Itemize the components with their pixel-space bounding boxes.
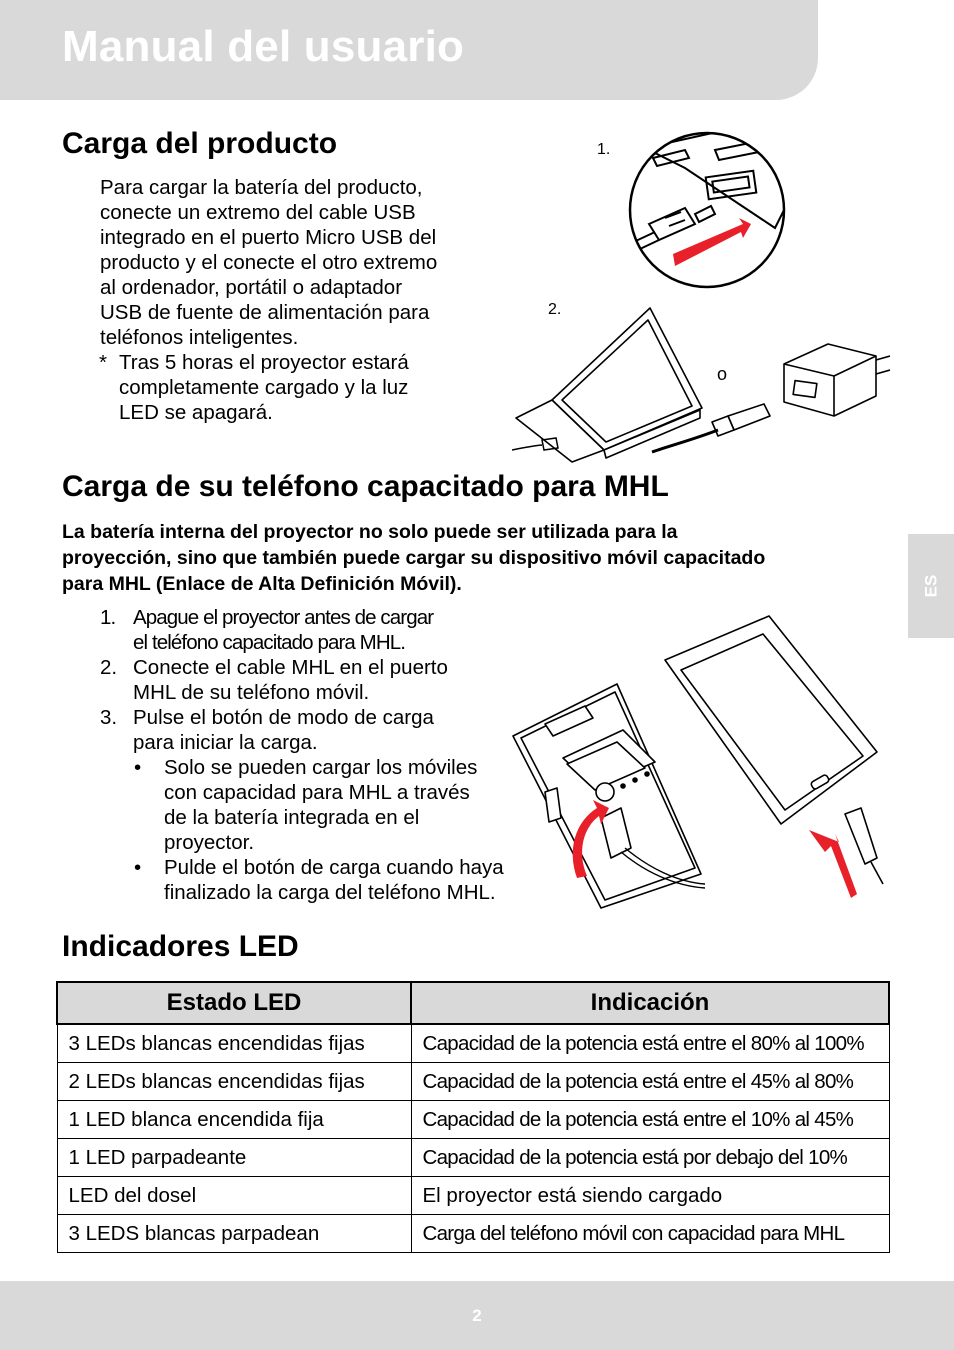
table-cell: Capacidad de la potencia está entre el 80% al 100% (411, 1024, 889, 1063)
table-cell: 2 LEDs blancas encendidas fijas (57, 1063, 411, 1101)
table-row (57, 1024, 889, 1063)
text-line: Para cargar la batería del producto, (100, 176, 423, 199)
text-line: conecte un extremo del cable USB (100, 201, 416, 224)
text-line: Solo se pueden cargar los móviles (164, 756, 478, 779)
led-indicator-table (56, 981, 890, 1253)
section-heading-led: Indicadores LED (62, 930, 299, 963)
bullet-marker: • (134, 756, 142, 779)
table-cell: Capacidad de la potencia está por debajo del 10% (411, 1139, 889, 1177)
table-cell: Capacidad de la potencia está entre el 45% al 80% (411, 1063, 889, 1101)
charge-button-icon (596, 783, 614, 801)
table-row (57, 1063, 889, 1101)
page-title: Manual del usuario (62, 22, 465, 71)
text-line: La batería interna del proyector no solo puede ser utilizada para la (62, 521, 678, 543)
red-arrow-icon (809, 830, 857, 898)
table-cell: El proyector está siendo cargado (411, 1177, 889, 1215)
table-cell: 1 LED parpadeante (57, 1139, 411, 1177)
page-number: 2 (472, 1306, 482, 1325)
note-marker: * (99, 351, 107, 374)
table-row (57, 1101, 889, 1139)
text-line: producto y el conecte el otro extremo (100, 251, 438, 274)
bullet-marker: • (134, 856, 142, 879)
text-line: finalizado la carga del teléfono MHL. (164, 881, 496, 904)
table-cell: Carga del teléfono móvil con capacidad para MHL (411, 1215, 889, 1253)
text-line: Tras 5 horas el proyector estará (119, 351, 409, 374)
text-line: completamente cargado y la luz (119, 376, 409, 399)
text-line: para MHL (Enlace de Alta Definición Móvil). (62, 573, 462, 595)
text-line: para iniciar la carga. (133, 731, 318, 754)
text-line: LED se apagará. (119, 401, 273, 424)
text-line: Conecte el cable MHL en el puerto (133, 656, 448, 679)
list-item (100, 705, 520, 755)
figure-label-step2: 2. (548, 301, 562, 318)
charging-paragraph (100, 175, 500, 350)
language-label: ES (921, 574, 940, 598)
text-line: teléfonos inteligentes. (100, 326, 299, 349)
table-cell: 3 LEDS blancas parpadean (57, 1215, 411, 1253)
text-line: el teléfono capacitado para MHL. (133, 631, 406, 654)
table-row (57, 1177, 889, 1215)
table-row (57, 1215, 889, 1253)
table-row (57, 1139, 889, 1177)
mhl-intro (62, 519, 892, 597)
list-item (100, 605, 520, 655)
table-cell: LED del dosel (57, 1177, 411, 1215)
language-tab (908, 534, 954, 638)
text-line: integrado en el puerto Micro USB del (100, 226, 437, 249)
text-line: proyección, sino que también puede cargar su dispositivo móvil capacitado (62, 547, 766, 569)
charging-note (99, 350, 479, 425)
step-number: 2. (100, 656, 118, 679)
column-header: Estado LED (57, 982, 411, 1024)
figure-label-or: o (717, 364, 728, 384)
list-item (100, 655, 520, 705)
text-line: Pulse el botón de modo de carga (133, 706, 434, 729)
text-line: MHL de su teléfono móvil. (133, 681, 370, 704)
list-item (100, 755, 520, 855)
table-header-row (57, 982, 889, 1024)
text-line: Pulde el botón de carga cuando haya (164, 856, 504, 879)
section-heading-charging: Carga del producto (62, 127, 338, 160)
usb-port-closeup-illustration (625, 128, 790, 293)
step-number: 3. (100, 706, 118, 729)
text-line: USB de fuente de alimentación para (100, 301, 430, 324)
text-line: de la batería integrada en el (164, 806, 420, 829)
text-line: al ordenador, portátil o adaptador (100, 276, 403, 299)
usb-plug-icon (728, 404, 770, 430)
table-cell: 3 LEDs blancas encendidas fijas (57, 1024, 411, 1063)
mhl-steps (100, 605, 520, 905)
text-line: Apague el proyector antes de cargar (133, 606, 434, 629)
table-cell: Capacidad de la potencia está entre el 10% al 45% (411, 1101, 889, 1139)
projector-and-phone-illustration (505, 612, 895, 912)
power-adapter-icon (784, 344, 876, 416)
figure-label-step1: 1. (597, 141, 611, 158)
section-heading-mhl: Carga de su teléfono capacitado para MHL (62, 470, 669, 503)
table-cell: 1 LED blanca encendida fija (57, 1101, 411, 1139)
text-line: con capacidad para MHL a través (164, 781, 470, 804)
column-header: Indicación (411, 982, 889, 1024)
step-number: 1. (100, 606, 116, 629)
laptop-and-adapter-illustration (512, 300, 897, 465)
text-line: proyector. (164, 831, 255, 854)
